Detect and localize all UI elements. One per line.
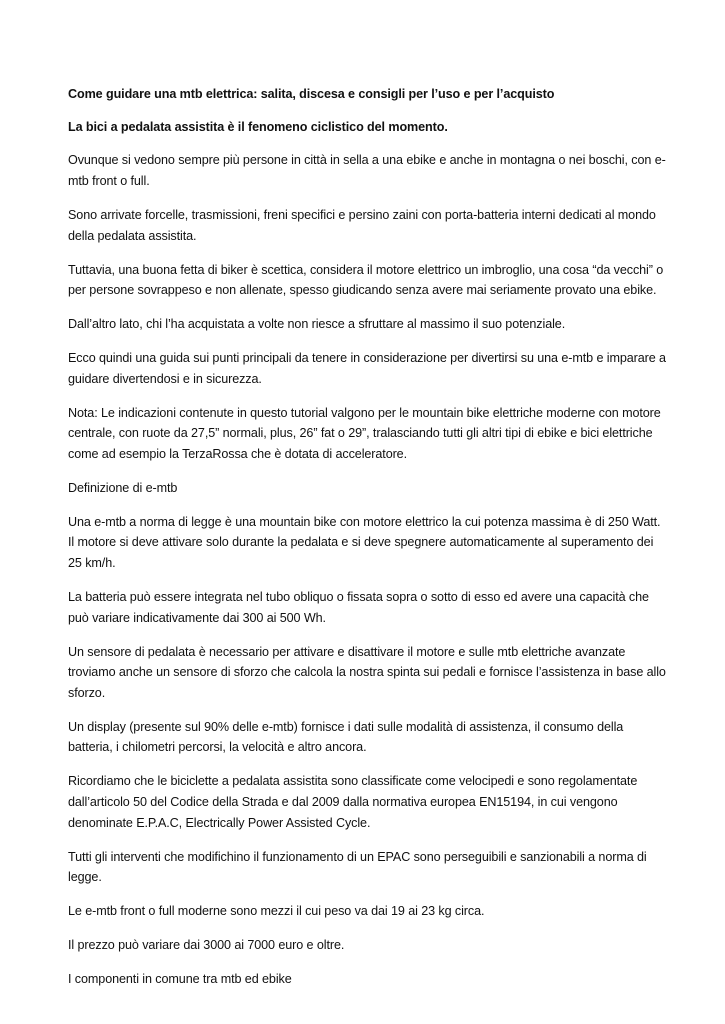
paragraph: Ecco quindi una guida sui punti principali da tenere in considerazione per divertirsi su una e-mtb e imparare a guidare divertendosi e in sicurezza. bbox=[68, 351, 666, 386]
paragraph: Ovunque si vedono sempre più persone in città in sella a una ebike e anche in montagna o nei boschi, con e-mtb front o full. bbox=[68, 153, 666, 188]
paragraph: Le e-mtb front o full moderne sono mezzi il cui peso va dai 19 ai 23 kg circa. bbox=[68, 904, 485, 919]
paragraph: Un sensore di pedalata è necessario per attivare e disattivare il motore e sulle mtb elettriche avanzate troviamo anche un sensore di sforzo che calcola la nostra spinta sui pedali e fornisce l’assistenza in base allo sforzo. bbox=[68, 644, 666, 700]
paragraph: Ricordiamo che le biciclette a pedalata assistita sono classificate come velocipedi e sono regolamentate dall’articolo 50 del Codice della Strada e dal 2009 dalla normativa europea EN15194, in cui vengono denominate E.P.A.C, Electrically Power Assisted Cycle. bbox=[68, 774, 638, 830]
paragraph: Tutti gli interventi che modifichino il funzionamento di un EPAC sono perseguibili e sanzionabili a norma di legge. bbox=[68, 849, 647, 885]
paragraph: Il prezzo può variare dai 3000 ai 7000 euro e oltre. bbox=[68, 938, 345, 953]
paragraph: Tuttavia, una buona fetta di biker è scettica, considera il motore elettrico un imbroglio, una cosa “da vecchi” o per persone sovrappeso e non allenate, spesso giudicando senza avere mai seriamente provato una ebike. bbox=[68, 262, 664, 298]
paragraph: Una e-mtb a norma di legge è una mountain bike con motore elettrico la cui potenza massima è di 250 Watt. Il motore si deve attivare solo durante la pedalata e si deve spegnere automaticamente al superamento dei 25 km/h. bbox=[68, 514, 661, 571]
paragraph: La batteria può essere integrata nel tubo obliquo o fissata sopra o sotto di esso ed avere una capacità che può variare indicativamente dai 300 ai 500 Wh. bbox=[68, 590, 649, 625]
paragraph: Un display (presente sul 90% delle e-mtb) fornisce i dati sulle modalità di assistenza, il consumo della batteria, i chilometri percorsi, la velocità e altro ancora. bbox=[68, 719, 624, 755]
section-heading: Definizione di e-mtb bbox=[68, 480, 178, 495]
paragraph: Dall’altro lato, chi l’ha acquistata a volte non riesce a sfruttare al massimo il suo potenziale. bbox=[68, 317, 566, 332]
paragraph: Sono arrivate forcelle, trasmissioni, freni specifici e persino zaini con porta-batteria interni dedicati al mondo della pedalata assistita. bbox=[68, 207, 656, 243]
section-heading: I componenti in comune tra mtb ed ebike bbox=[68, 972, 292, 987]
document-title: Come guidare una mtb elettrica: salita, discesa e consigli per l’uso e per l’acquisto bbox=[68, 87, 555, 101]
document-page bbox=[68, 84, 668, 1003]
document-subtitle: La bici a pedalata assistita è il fenomeno ciclistico del momento. bbox=[68, 120, 448, 135]
paragraph: Nota: Le indicazioni contenute in questo tutorial valgono per le mountain bike elettriche moderne con motore centrale, con ruote da 27,5” normali, plus, 26” fat o 29”, tralasciando tutti gli altri tipi di ebike e bici elettriche come ad esempio la TerzaRossa che è dotata di acceleratore. bbox=[68, 405, 661, 461]
